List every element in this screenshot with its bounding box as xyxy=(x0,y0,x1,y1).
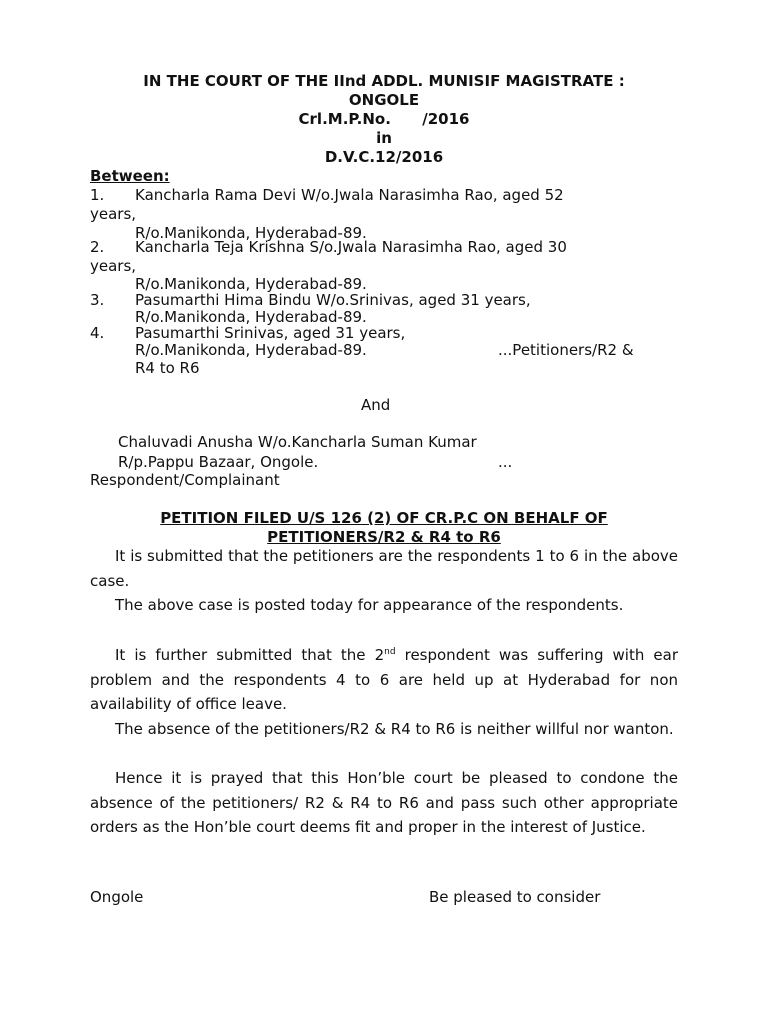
petitioner-2-number: 2. xyxy=(90,238,105,256)
respondent-name: Chaluvadi Anusha W/o.Kancharla Suman Kumar xyxy=(118,433,477,451)
petitioner-4-name: Pasumarthi Srinivas, aged 31 years, xyxy=(135,324,406,342)
petitioner-4-number: 4. xyxy=(90,324,105,342)
in-label: in xyxy=(376,129,392,147)
petitioner-2-address: R/o.Manikonda, Hyderabad-89. xyxy=(135,275,367,293)
petitioner-4-address: R/o.Manikonda, Hyderabad-89. xyxy=(135,341,367,359)
respondent-dots: ... xyxy=(498,453,513,471)
petitioners-role: ...Petitioners/R2 & xyxy=(498,341,634,359)
petitioner-2-name: Kancharla Teja Krishna S/o.Jwala Narasimha Rao, aged 30 xyxy=(135,238,567,256)
petitioner-3-address: R/o.Manikonda, Hyderabad-89. xyxy=(135,308,367,326)
case-number: D.V.C.12/2016 xyxy=(324,148,444,166)
paragraph-4: The absence of the petitioners/R2 & R4 to R6 is neither willful nor wanton. xyxy=(115,720,674,738)
paragraph-1: It is submitted that the petitioners are the respondents 1 to 6 in the above case. xyxy=(90,547,678,590)
paragraph-3-end: respondent was suffering with ear problem and the respondents 4 to 6 are held up at Hyderabad for non availability of office leave. xyxy=(90,646,678,714)
petition-number: Crl.M.P.No. /2016 xyxy=(298,110,470,128)
and-label: And xyxy=(361,396,391,414)
petitioner-1-number: 1. xyxy=(90,186,105,204)
petitioner-3-name: Pasumarthi Hima Bindu W/o.Srinivas, aged 31 years, xyxy=(135,291,531,309)
place-label: Ongole xyxy=(90,888,144,906)
petitioner-1-name: Kancharla Rama Devi W/o.Jwala Narasimha Rao, aged 52 xyxy=(135,186,564,204)
court-title-line2: ONGOLE xyxy=(348,91,420,109)
petitioner-3-number: 3. xyxy=(90,291,105,309)
ordinal-superscript: nd xyxy=(384,647,396,657)
court-title-line1: IN THE COURT OF THE IInd ADDL. MUNISIF MAGISTRATE : xyxy=(143,72,625,90)
paragraph-5: Hence it is prayed that this Hon’ble court be pleased to condone the absence of the petitioners/ R2 & R4 to R6 and pass such other appropriate orders as the Hon’ble court deems fit and proper in the interest of Justice. xyxy=(90,769,678,837)
petition-title-line1: PETITION FILED U/S 126 (2) OF CR.P.C ON BEHALF OF xyxy=(160,509,608,527)
respondent-role: Respondent/Complainant xyxy=(90,471,280,489)
respondent-address: R/p.Pappu Bazaar, Ongole. xyxy=(118,453,319,471)
paragraph-2: The above case is posted today for appearance of the respondents. xyxy=(115,596,624,614)
paragraph-3-start: It is further submitted that the 2 xyxy=(115,646,385,664)
petition-title-line2: PETITIONERS/R2 & R4 to R6 xyxy=(267,528,501,546)
petitioner-2-wrap: years, xyxy=(90,257,137,275)
closing-note: Be pleased to consider xyxy=(429,888,601,906)
petitioner-1-address: R/o.Manikonda, Hyderabad-89. xyxy=(135,224,367,242)
between-label: Between: xyxy=(90,167,170,185)
paragraph-3 xyxy=(90,643,678,717)
petitioner-1-wrap: years, xyxy=(90,205,137,223)
petitioners-role-wrap: R4 to R6 xyxy=(135,359,200,377)
